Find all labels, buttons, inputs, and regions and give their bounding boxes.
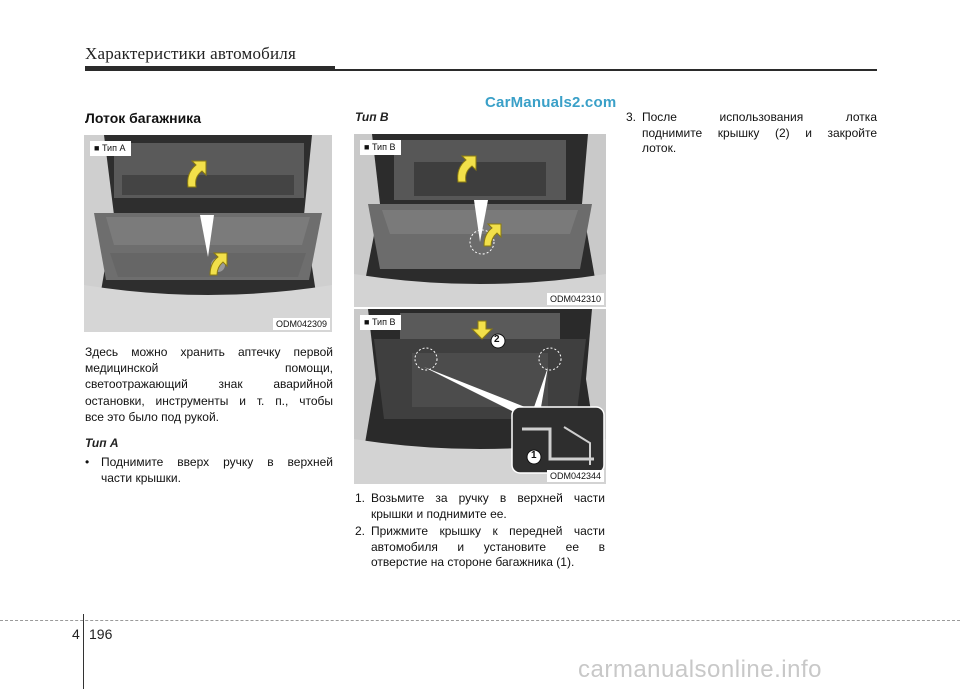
type-a-heading: Тип A bbox=[85, 436, 119, 450]
bullet-line-2: части крышки. bbox=[101, 470, 181, 485]
intro-line-3: светоотражающий знак аварийной bbox=[85, 377, 333, 392]
step-2-number: 2. bbox=[355, 524, 366, 538]
figure-type-b-tag-1: ■ Тип B bbox=[360, 140, 401, 155]
chapter-header-title: Характеристики автомобиля bbox=[85, 44, 296, 63]
step-3-line-3: лоток. bbox=[642, 141, 677, 155]
footer-chapter-number: 4 bbox=[72, 626, 80, 642]
intro-paragraph bbox=[85, 344, 333, 425]
type-b-heading: Тип B bbox=[355, 110, 389, 124]
watermark-link[interactable]: CarManuals2.com bbox=[485, 94, 617, 111]
intro-line-1: Здесь можно хранить аптечку первой bbox=[85, 345, 333, 359]
step-2-line-2: автомобиля и установите ее в bbox=[371, 539, 605, 554]
step-1-line-2: крышки и поднимите ее. bbox=[371, 506, 507, 521]
trunk-illustration-b2 bbox=[354, 309, 606, 484]
trunk-illustration-a bbox=[84, 135, 332, 332]
figure-type-b-photo-2 bbox=[354, 309, 606, 484]
intro-line-5: все это было под рукой. bbox=[85, 409, 219, 424]
step-2 bbox=[355, 524, 605, 571]
intro-line-2: медицинской помощи, bbox=[85, 361, 333, 376]
figure-code-b2: ODM042344 bbox=[547, 470, 604, 482]
step-3 bbox=[626, 110, 877, 157]
header-rule-thin bbox=[335, 69, 877, 71]
footer-page-number: 196 bbox=[89, 626, 113, 642]
callout-1: 1 bbox=[531, 450, 537, 461]
trunk-illustration-b1 bbox=[354, 134, 606, 307]
figure-code-b1: ODM042310 bbox=[547, 293, 604, 305]
step-2-line-3: отверстие на стороне багажника (1). bbox=[371, 555, 575, 569]
type-a-bullet bbox=[85, 455, 333, 488]
footer-vertical-rule bbox=[83, 614, 84, 689]
callout-2: 2 bbox=[494, 334, 500, 345]
step-3-line-1: После использования лотка bbox=[642, 110, 877, 124]
figure-type-b-tag-2: ■ Тип B bbox=[360, 315, 401, 330]
figure-code-a: ODM042309 bbox=[273, 318, 330, 330]
figure-type-a-photo bbox=[84, 135, 332, 332]
step-1-number: 1. bbox=[355, 491, 366, 505]
step-1-line-1: Возьмите за ручку в верхней части bbox=[371, 491, 605, 505]
step-3-line-2: поднимите крышку (2) и закройте bbox=[642, 125, 877, 140]
step-1 bbox=[355, 491, 605, 522]
header-rule-thick bbox=[85, 66, 335, 71]
step-3-number: 3. bbox=[626, 110, 637, 124]
intro-line-4: остановки, инструменты и т. п., чтобы bbox=[85, 393, 333, 408]
footer-dashed-rule bbox=[0, 620, 960, 621]
section-title: Лоток багажника bbox=[85, 110, 201, 126]
type-b-steps bbox=[355, 491, 605, 573]
type-b-step-3 bbox=[626, 110, 877, 159]
bullet-line-1: Поднимите вверх ручку в верхней bbox=[101, 455, 333, 469]
footer-watermark[interactable]: carmanualsonline.info bbox=[578, 656, 822, 683]
figure-type-b-photo-1 bbox=[354, 134, 606, 307]
figure-type-a-tag: ■ Тип A bbox=[90, 141, 131, 156]
bullet-marker: • bbox=[85, 455, 90, 469]
step-2-line-1: Прижмите крышку к передней части bbox=[371, 524, 605, 538]
